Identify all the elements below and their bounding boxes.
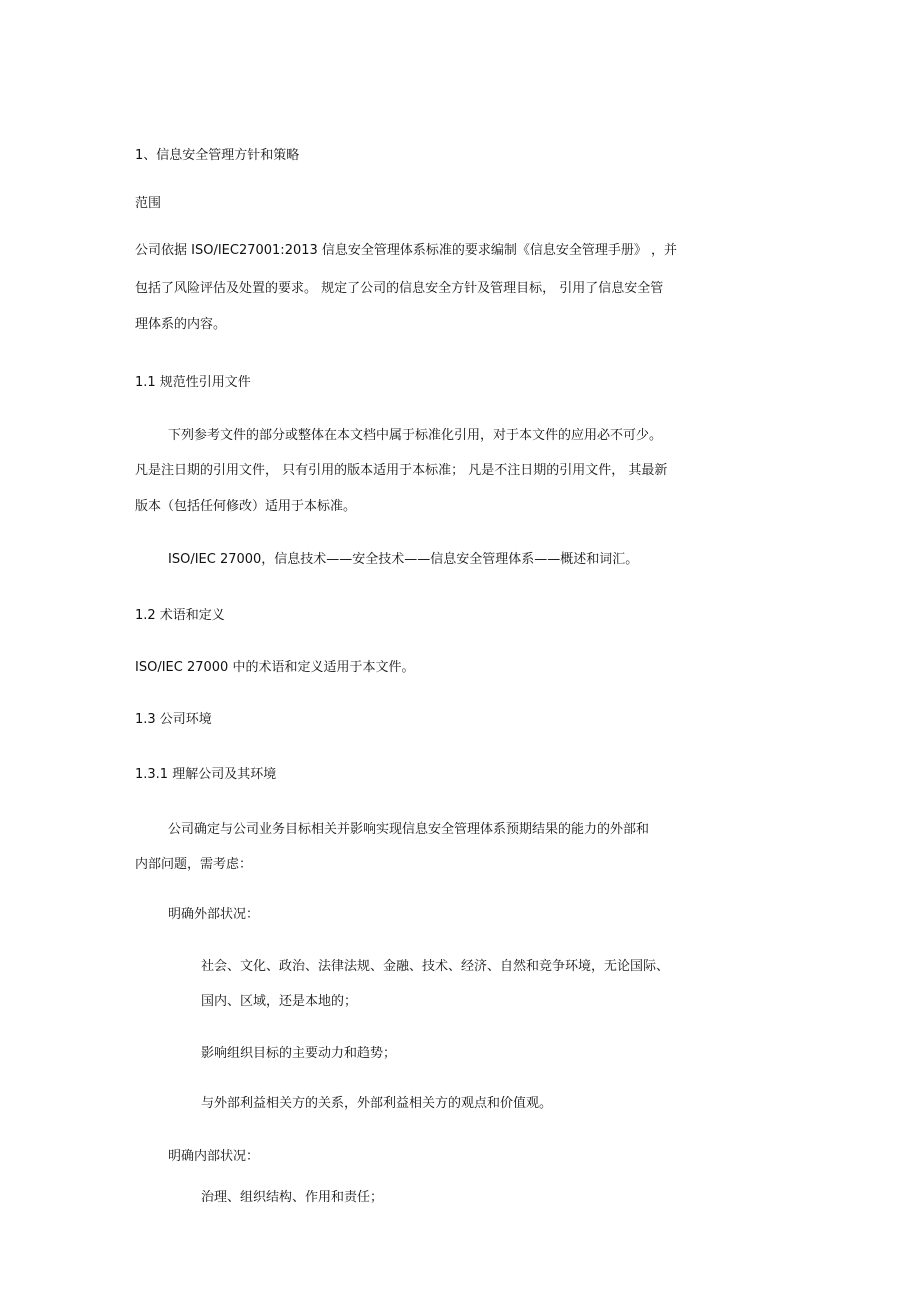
scope-paragraph-line-1: 公司依据 ISO/IEC27001:2013 信息安全管理体系标准的要求编制《信息安全管理手册》 ，并 bbox=[135, 243, 678, 258]
section-1-3-1-paragraph-line-1: 公司确定与公司业务目标相关并影响实现信息安全管理体系预期结果的能力的外部和 bbox=[168, 822, 650, 837]
internal-item-line-1: 治理、组织结构、作用和责任； bbox=[201, 1190, 384, 1205]
section-1-1-paragraph-line-2: 凡是注日期的引用文件， 只有引用的版本适用于本标准； 凡是不注日期的引用文件， 其最新 bbox=[135, 463, 668, 478]
section-1-3-1-title: 1.3.1 理解公司及其环境 bbox=[135, 767, 277, 782]
section-1-2-paragraph: ISO/IEC 27000 中的术语和定义适用于本文件。 bbox=[135, 660, 415, 675]
heading-1: 1、信息安全管理方针和策略 bbox=[135, 148, 300, 163]
section-1-1-title: 1.1 规范性引用文件 bbox=[135, 375, 251, 390]
scope-paragraph-line-3: 理体系的内容。 bbox=[135, 317, 227, 332]
section-1-1-paragraph-line-1: 下列参考文件的部分或整体在本文档中属于标准化引用，对于本文件的应用必不可少。 bbox=[168, 428, 663, 443]
section-1-3-title: 1.3 公司环境 bbox=[135, 712, 212, 727]
external-item-line-4: 与外部利益相关方的关系，外部利益相关方的观点和价值观。 bbox=[201, 1096, 553, 1111]
external-item-line-3: 影响组织目标的主要动力和趋势； bbox=[201, 1046, 397, 1061]
internal-status-heading: 明确内部状况： bbox=[168, 1149, 260, 1164]
section-1-1-paragraph-line-3: 版本（包括任何修改）适用于本标准。 bbox=[135, 499, 357, 514]
section-1-3-1-paragraph-line-2: 内部问题，需考虑： bbox=[135, 857, 253, 872]
external-item-line-2: 国内、区域，还是本地的； bbox=[201, 994, 358, 1009]
section-1-1-reference: ISO/IEC 27000，信息技术——安全技术——信息安全管理体系——概述和词汇。 bbox=[168, 552, 639, 567]
scope-heading: 范围 bbox=[135, 196, 162, 211]
section-1-2-title: 1.2 术语和定义 bbox=[135, 608, 225, 623]
external-status-heading: 明确外部状况： bbox=[168, 907, 260, 922]
scope-paragraph-line-2: 包括了风险评估及处置的要求。 规定了公司的信息安全方针及管理目标， 引用了信息安全管 bbox=[135, 281, 664, 296]
external-item-line-1: 社会、文化、政治、法律法规、金融、技术、经济、自然和竞争环境，无论国际、 bbox=[201, 959, 670, 974]
